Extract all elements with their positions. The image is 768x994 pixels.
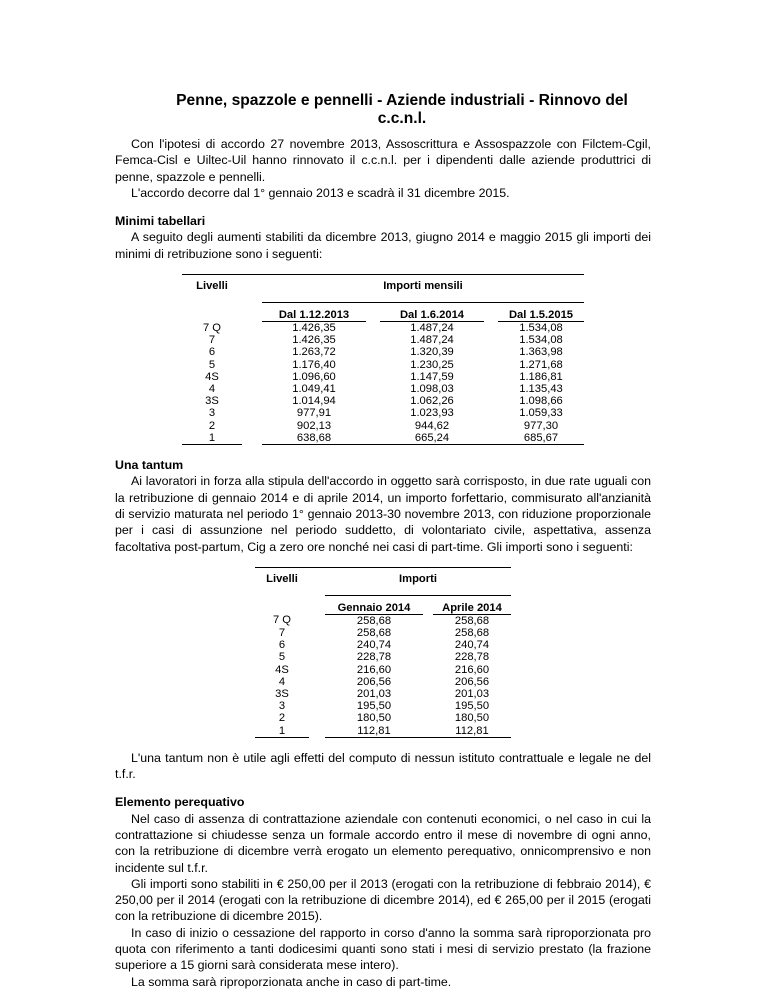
amount-cell: 1.271,68	[519, 358, 563, 371]
amount-cell: 1.534,08	[519, 334, 563, 347]
amount-cell: 685,67	[498, 432, 584, 445]
amount-cell: 216,60	[454, 663, 490, 676]
table-row	[182, 432, 584, 445]
level-cell: 7 Q	[202, 321, 222, 334]
amount-cell: 1.059,33	[519, 407, 563, 420]
amount-cell: 112,81	[433, 725, 511, 738]
amount-cell: 1.176,40	[292, 358, 336, 371]
una-tantum-heading: Una tantum	[115, 458, 184, 473]
table-row	[182, 371, 584, 383]
elemento-heading: Elemento perequativo	[115, 795, 245, 810]
level-cell: 6	[278, 639, 286, 652]
table-row	[255, 712, 511, 724]
amount-cell: 180,50	[356, 712, 392, 725]
document-title: Penne, spazzole e pennelli - Aziende industriali - Rinnovo del c.c.n.l.	[176, 92, 628, 127]
col-header: Dal 1.12.2013	[262, 309, 366, 322]
amount-cell: 1.147,59	[410, 370, 454, 383]
amount-cell: 258,68	[356, 614, 392, 627]
level-cell: 7	[208, 334, 216, 347]
level-cell: 7 Q	[272, 614, 292, 627]
level-cell: 1	[182, 432, 242, 445]
intro-paragraph: Con l'ipotesi di accordo 27 novembre 2013, Assoscrittura e Assospazzole con Filctem-Cgil, Femca-Cisl e Uiltec-Uil hanno rinnovato il c.c.n.l. per i dipendenti dalle aziende produttrici di penne, spazzole e pennelli.	[115, 137, 651, 184]
level-cell: 4	[278, 675, 286, 688]
amount-cell: 1.263,72	[292, 346, 336, 359]
elemento-paragraph: In caso di inizio o cessazione del rapporto in corso d'anno la somma sarà riproporzionata pro quota con riferimento a tanti dodicesimi quanti sono stati i mesi di servizio prestato (la frazione superiore a 15 giorni sarà considerata mese intero).	[115, 925, 651, 973]
table-row	[255, 700, 511, 712]
amount-cell: 944,62	[414, 419, 450, 432]
amount-cell: 977,91	[296, 407, 332, 420]
table-row	[182, 420, 584, 432]
una-tantum-note: L'una tantum non è utile agli effetti del computo di nessun istituto contrattuale e legale ne del t.f.r.	[115, 750, 651, 782]
amount-cell: 1.487,24	[410, 321, 454, 334]
amount-cell: 977,30	[523, 419, 559, 432]
amount-cell: 1.062,26	[410, 395, 454, 408]
importi-header: Importi	[399, 572, 437, 585]
table-row	[182, 359, 584, 371]
amount-cell: 228,78	[454, 651, 490, 664]
amount-cell: 1.096,60	[292, 370, 336, 383]
amount-cell: 1.049,41	[292, 383, 336, 395]
amount-cell: 195,50	[356, 700, 392, 713]
level-cell: 5	[278, 651, 286, 664]
amount-cell: 1.186,81	[519, 370, 563, 383]
level-cell: 1	[255, 725, 309, 738]
una-tantum-table	[255, 567, 511, 738]
table-row	[182, 321, 584, 334]
amount-cell: 1.014,94	[292, 395, 336, 408]
level-cell: 3	[278, 700, 286, 713]
amount-cell: 258,68	[454, 614, 490, 627]
amount-cell: 1.320,39	[410, 346, 454, 359]
table-row	[255, 688, 511, 700]
level-cell: 2	[208, 419, 216, 432]
col-header: Dal 1.6.2014	[380, 309, 484, 322]
minimi-table	[182, 274, 584, 445]
elemento-paragraph: Nel caso di assenza di contrattazione aziendale con contenuti economici, o nel caso in cui la contrattazione si chiudesse senza un formale accordo entro il mese di novembre di ogni anno, con la retribuzione di dicembre verrà erogato un elemento perequativo, onnicomprensivo e non incidente sul t.f.r.	[115, 811, 651, 875]
amount-cell: 1.135,43	[519, 383, 563, 395]
table-row	[255, 676, 511, 688]
table-row	[182, 407, 584, 419]
level-cell: 2	[278, 712, 286, 725]
col-header: Dal 1.5.2015	[498, 309, 584, 322]
table-row	[182, 346, 584, 358]
amount-cell: 1.098,03	[410, 383, 454, 395]
table-row	[182, 383, 584, 395]
intro-validity: L'accordo decorre dal 1° gennaio 2013 e scadrà il 31 dicembre 2015.	[131, 185, 510, 200]
level-cell: 4S	[205, 370, 219, 383]
col-header: Gennaio 2014	[325, 602, 423, 615]
amount-cell: 902,13	[296, 419, 332, 432]
amount-cell: 216,60	[356, 663, 392, 676]
level-cell: 4	[208, 383, 216, 395]
table-row	[255, 725, 511, 738]
amount-cell: 1.426,35	[292, 334, 336, 347]
amount-cell: 112,81	[325, 725, 423, 738]
amount-cell: 638,68	[262, 432, 366, 445]
table-row	[182, 334, 584, 346]
una-tantum-text: Ai lavoratori in forza alla stipula dell'accordo in oggetto sarà corrisposto, in due rate uguali con la retribuzione di gennaio 2014 e di aprile 2014, un importo forfettario, commisurato all'anzianità di servizio maturata nel periodo 1° gennaio 2013-30 novembre 2013, con riduzione proporzionale per i casi di assunzione nel periodo suddetto, di volontariato civile, aspettativa, assenza facoltativa post-partum, Cig a zero ore nonché nei casi di part-time. Gli importi sono i seguenti:	[115, 474, 651, 554]
amount-cell: 258,68	[356, 626, 392, 639]
amount-cell: 240,74	[454, 639, 490, 652]
livelli-header: Livelli	[196, 280, 228, 293]
amount-cell: 1.426,35	[292, 321, 336, 334]
amount-cell: 665,24	[380, 432, 484, 445]
minimi-heading: Minimi tabellari	[115, 214, 206, 229]
importi-mensili-header: Importi mensili	[383, 280, 463, 293]
table-row	[255, 614, 511, 627]
amount-cell: 201,03	[454, 687, 490, 700]
amount-cell: 258,68	[454, 626, 490, 639]
table-row	[255, 664, 511, 676]
amount-cell: 1.023,93	[410, 407, 454, 420]
amount-cell: 1.363,98	[519, 346, 563, 359]
amount-cell: 1.487,24	[410, 334, 454, 347]
amount-cell: 195,50	[454, 700, 490, 713]
table-row	[255, 627, 511, 639]
elemento-paragraph: Gli importi sono stabiliti in € 250,00 per il 2013 (erogati con la retribuzione di febbraio 2014), € 250,00 per il 2014 (erogati con la retribuzione di dicembre 2014), ed € 265,00 per il 2015 (erogati con la retribuzione di dicembre 2015).	[115, 876, 651, 924]
amount-cell: 180,50	[454, 712, 490, 725]
table-row	[255, 651, 511, 663]
table-row	[182, 395, 584, 407]
document-page	[115, 92, 651, 990]
amount-cell: 228,78	[356, 651, 392, 664]
col-header: Aprile 2014	[433, 602, 511, 615]
table-row	[255, 639, 511, 651]
level-cell: 3S	[205, 395, 219, 408]
minimi-text: A seguito degli aumenti stabiliti da dicembre 2013, giugno 2014 e maggio 2015 gli importi dei minimi di retribuzione sono i seguenti:	[115, 230, 651, 261]
livelli-header: Livelli	[266, 572, 298, 585]
amount-cell: 206,56	[454, 675, 490, 688]
elemento-paragraph: La somma sarà riproporzionata anche in caso di part-time.	[131, 974, 452, 989]
level-cell: 5	[208, 358, 216, 371]
level-cell: 3	[208, 407, 216, 420]
amount-cell: 240,74	[356, 639, 392, 652]
level-cell: 7	[278, 626, 286, 639]
amount-cell: 1.230,25	[410, 358, 454, 371]
amount-cell: 206,56	[356, 675, 392, 688]
amount-cell: 201,03	[356, 687, 392, 700]
level-cell: 3S	[275, 687, 289, 700]
amount-cell: 1.098,66	[519, 395, 563, 408]
amount-cell: 1.534,08	[519, 321, 563, 334]
level-cell: 6	[208, 346, 216, 359]
level-cell: 4S	[275, 663, 289, 676]
